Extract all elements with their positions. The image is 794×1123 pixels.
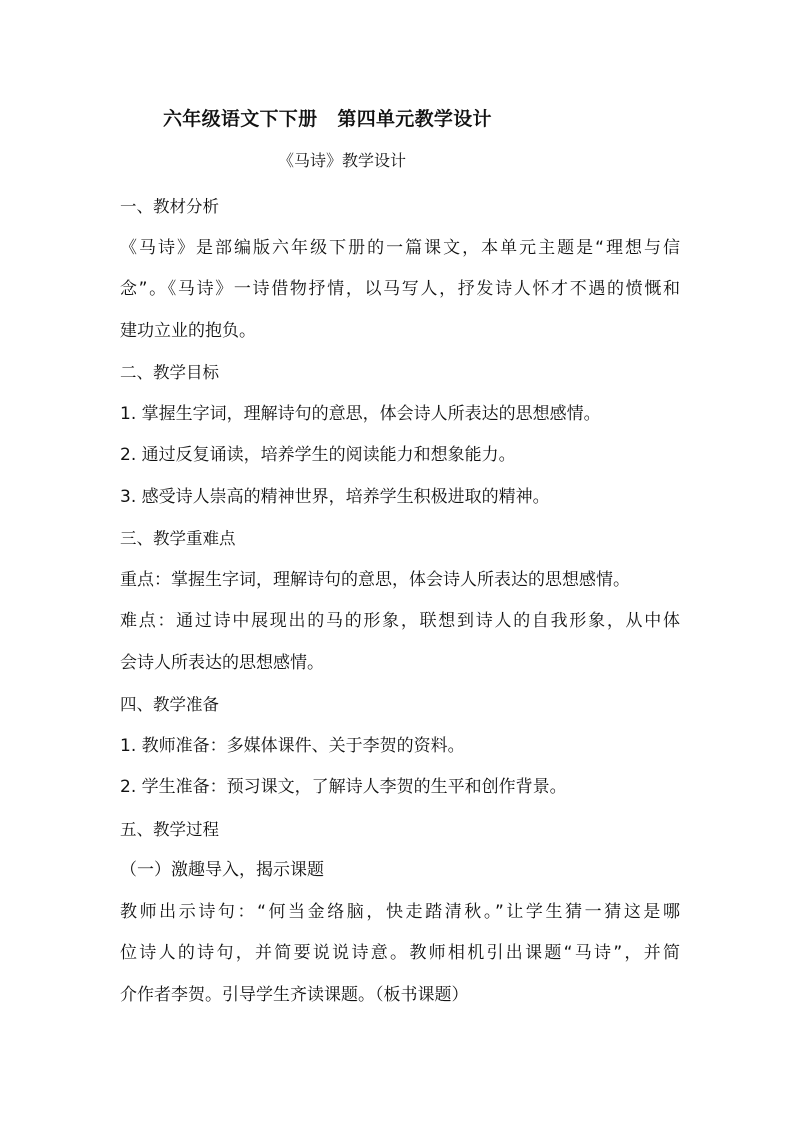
title-part-grade: 六年级语文下下册 [163, 108, 318, 130]
title-part-unit: 第四单元教学设计 [337, 108, 492, 130]
paragraph-line: 念”。《马诗》一诗借物抒情，以马写人，抒发诗人怀才不遇的愤慨和 [120, 279, 680, 299]
list-item: 2. 通过反复诵读，培养学生的阅读能力和想象能力。 [120, 445, 516, 465]
list-item: 1. 掌握生字词，理解诗句的意思，体会诗人所表达的思想感情。 [120, 403, 601, 424]
paragraph-line: 重点：掌握生字词，理解诗句的意思，体会诗人所表达的思想感情。 [120, 569, 630, 590]
list-item: 3. 感受诗人崇高的精神世界，培养学生积极进取的精神。 [120, 486, 550, 507]
paragraph-line: 位诗人的诗句，并简要说说诗意。教师相机引出课题“马诗”，并简 [120, 943, 680, 963]
lesson-subtitle: 《马诗》教学设计 [278, 151, 407, 170]
paragraph-line: 教师出示诗句：“何当金络脑，快走踏清秋。”让学生猜一猜这是哪 [120, 901, 680, 922]
section-heading-preparation: 四、教学准备 [120, 695, 219, 714]
paragraph-line: 《马诗》是部编版六年级下册的一篇课文，本单元主题是“理想与信 [120, 237, 680, 258]
document-body [120, 186, 680, 1016]
paragraph-line: 难点：通过诗中展现出的马的形象，联想到诗人的自我形象，从中体 [120, 611, 680, 631]
section-heading-teaching-goals: 二、教学目标 [120, 363, 219, 382]
paragraph-line: 会诗人所表达的思想感情。 [120, 652, 324, 673]
document-title [163, 104, 492, 131]
list-item: 1. 教师准备：多媒体课件、关于李贺的资料。 [120, 735, 465, 756]
list-item: 2. 学生准备：预习课文，了解诗人李贺的生平和创作背景。 [120, 777, 567, 797]
paragraph-line: 介作者李贺。引导学生齐读课题。（板书课题） [120, 984, 469, 1005]
subsection-heading: （一）激趣导入，揭示课题 [120, 860, 324, 880]
section-heading-teaching-process: 五、教学过程 [120, 819, 219, 839]
paragraph-line: 建功立业的抱负。 [120, 320, 256, 341]
section-heading-textbook-analysis: 一、教材分析 [120, 197, 219, 216]
section-heading-key-difficulties: 三、教学重难点 [120, 529, 236, 548]
